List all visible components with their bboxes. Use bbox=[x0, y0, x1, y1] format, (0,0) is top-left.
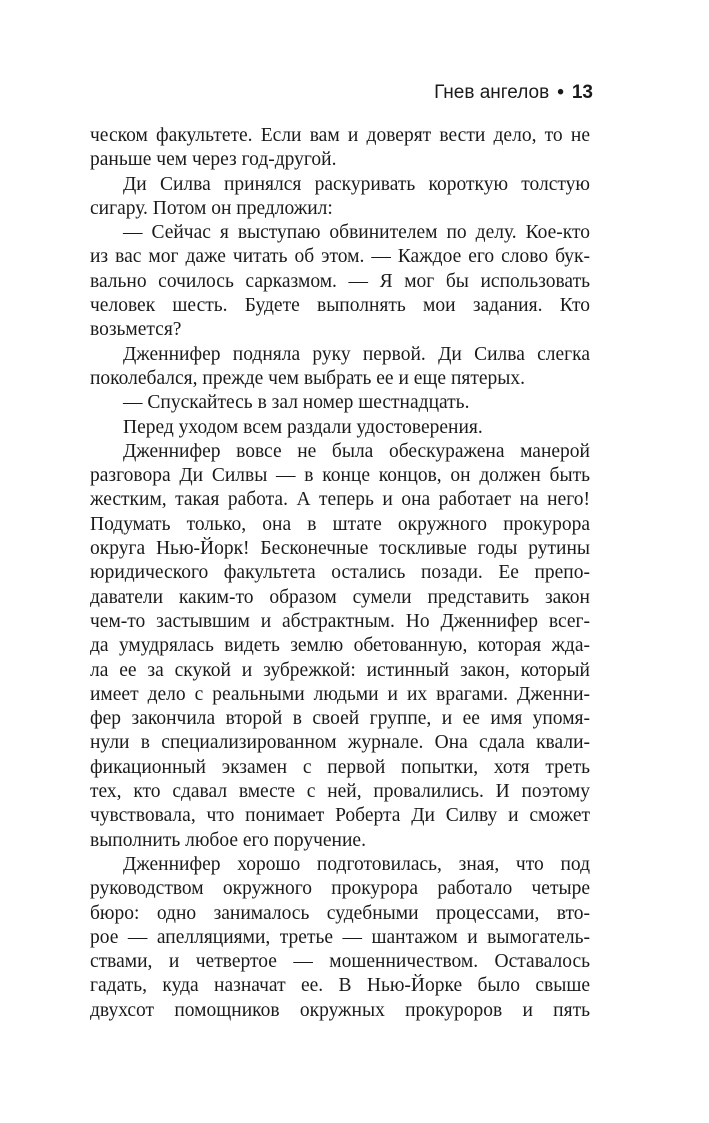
book-title: Гнев ангелов bbox=[434, 82, 550, 103]
text-line: поколебался, прежде чем выбрать ее и еще пятерых. bbox=[90, 367, 526, 389]
text-line: — Сейчас я выступаю обвинителем по делу. Кое-кто bbox=[123, 222, 590, 244]
text-line: Дженнифер подняла руку первой. Ди Силва слегка bbox=[123, 343, 590, 365]
text-line: даватели каким-то образом сумели представить закон bbox=[90, 586, 590, 608]
text-line: рое — апелляциями, третье — шантажом и вымогатель- bbox=[90, 926, 590, 948]
text-line: Ди Силва принялся раскуривать короткую толстую bbox=[123, 173, 590, 195]
text-line: чем-то застывшим и абстрактным. Но Дженнифер всег- bbox=[90, 610, 590, 632]
text-line: вально сочилось сарказмом. — Я мог бы использовать bbox=[90, 270, 590, 292]
text-line: сигару. Потом он предложил: bbox=[90, 197, 333, 219]
text-line: разговора Ди Силвы — в конце концов, он должен быть bbox=[90, 465, 590, 487]
text-line: юридического факультета остались позади. Ее препо- bbox=[90, 562, 590, 584]
text-line: бюро: одно занималось судебными процессами, вто- bbox=[90, 902, 590, 924]
text-line: фикационный экзамен с первой попытки, хотя треть bbox=[90, 756, 590, 778]
page-number: 13 bbox=[571, 82, 593, 103]
text-line: Дженнифер хорошо подготовилась, зная, что под bbox=[123, 853, 590, 875]
text-line: чувствовала, что понимает Роберта Ди Силву и сможет bbox=[90, 805, 590, 827]
text-line: жестким, такая работа. А теперь и она работает на него! bbox=[90, 489, 590, 511]
text-line: возьмется? bbox=[90, 319, 182, 341]
text-line: выполнить любое его поручение. bbox=[90, 829, 366, 851]
text-line: Дженнифер вовсе не была обескуражена манерой bbox=[123, 440, 590, 462]
text-line: раньше чем через год-другой. bbox=[90, 149, 337, 171]
text-line: ствами, и четвертое — мошенничеством. Оставалось bbox=[90, 951, 590, 973]
text-line: двухсот помощников окружных прокуроров и пять bbox=[90, 999, 590, 1021]
text-line: человек шесть. Будете выполнять мои задания. Кто bbox=[90, 295, 590, 317]
text-line: тех, кто сдавал вместе с ней, провалились. И поэтому bbox=[90, 781, 590, 803]
text-line: гадать, куда назначат ее. В Нью-Йорке было свыше bbox=[90, 975, 590, 997]
text-line: Перед уходом всем раздали удостоверения. bbox=[123, 416, 483, 438]
text-line: нули в специализированном журнале. Она сдала квали- bbox=[90, 732, 590, 754]
text-line: ла ее за скукой и зубрежкой: истинный закон, который bbox=[90, 659, 590, 681]
running-header bbox=[434, 82, 593, 104]
text-line: да умудрялась видеть землю обетованную, которая жда- bbox=[90, 635, 590, 657]
text-line: фер закончила второй в своей группе, и ее имя упомя- bbox=[90, 708, 590, 730]
body-text bbox=[90, 124, 590, 1023]
text-line: ческом факультете. Если вам и доверят вести дело, то не bbox=[90, 125, 590, 146]
text-line: — Спускайтесь в зал номер шестнадцать. bbox=[123, 392, 470, 414]
text-line: имеет дело с реальными людьми и их врагами. Дженни- bbox=[90, 683, 590, 705]
header-separator: • bbox=[557, 82, 564, 103]
text-line: Подумать только, она в штате окружного прокурора bbox=[90, 513, 590, 535]
text-line: руководством окружного прокурора работало четыре bbox=[90, 878, 590, 900]
text-line: из вас мог даже читать об этом. — Каждое его слово бук- bbox=[90, 246, 590, 268]
text-line: округа Нью-Йорк! Бесконечные тоскливые годы рутины bbox=[90, 538, 590, 560]
